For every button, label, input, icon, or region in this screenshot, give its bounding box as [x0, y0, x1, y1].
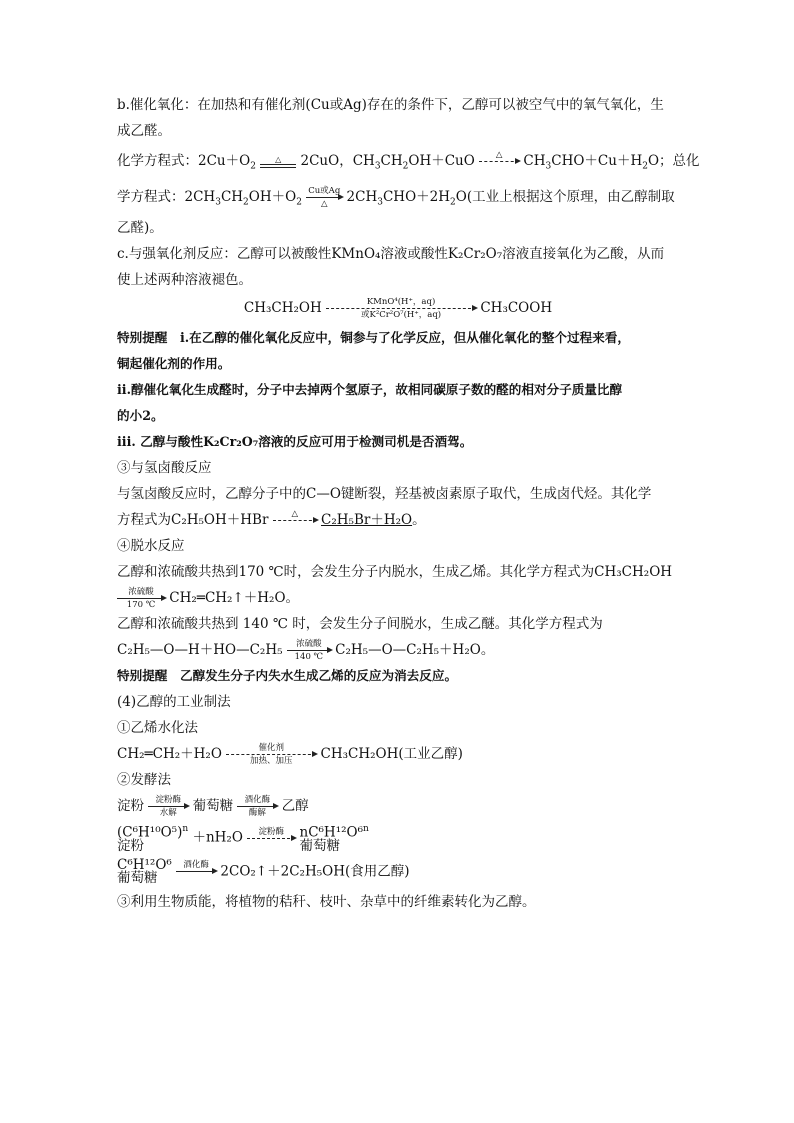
- method-2-title: ②发酵法: [117, 772, 171, 789]
- catalytic-oxidation-line1: b.催化氧化：在加热和有催化剂(Cu或Ag)存在的条件下，乙醇可以被空气中的氧气氧化，生: [117, 97, 664, 113]
- section-dehydration-title: ④脱水反应: [117, 538, 185, 555]
- catalytic-oxidation-line2: 成乙醛。: [117, 123, 171, 139]
- method-1-title: ①乙烯水化法: [117, 720, 198, 737]
- equals-heat-condition: △: [260, 155, 296, 168]
- tip-elimination: 特别提醒 乙醇发生分子内失水生成乙烯的反应为消去反应。: [117, 668, 458, 684]
- reaction-arrow: 酒化酶: [176, 860, 216, 883]
- reaction-arrow: KMnO⁴(H⁺，aq) 或K²Cr²O⁷(H⁺，aq): [326, 297, 476, 320]
- reaction-arrow: 淀粉酶: [247, 827, 295, 850]
- section-hydrohalic-title: ③与氢卤酸反应: [117, 460, 212, 477]
- section-hydrohalic-line1: 与氢卤酸反应时，乙醇分子中的C—O键断裂，羟基被卤素原子取代，生成卤代烃。其化学: [117, 486, 652, 503]
- reaction-arrow: 浓硫酸 170 ℃: [117, 587, 165, 610]
- section-dehydration-line2: 乙醇和浓硫酸共热到 140 ℃ 时，会发生分子间脱水，生成乙醚。其化学方程式为: [117, 616, 603, 633]
- equation-row-1: 化学方程式：$2Cu+O_2$ △ 2CuO，$CH_3CH_2OH+CuO$ △ $CH_3CHO+Cu+H_2O$；总化: [117, 150, 700, 172]
- reaction-arrow: △: [479, 150, 519, 173]
- section-industrial-title: (4)乙醇的工业制法: [117, 694, 231, 711]
- document-page: [117, 92, 700, 915]
- tip-line1: 特别提醒 i.在乙醇的催化氧化反应中，铜参与了化学反应，但从催化氧化的整个过程来看，: [117, 330, 630, 346]
- tip-line2: 铜起催化剂的作用。: [117, 356, 231, 372]
- equation-row-5: 浓硫酸 170 ℃ CH₂═CH₂↑＋H₂O。: [117, 585, 679, 611]
- section-dehydration-line1: 乙醇和浓硫酸共热到170 ℃时，会发生分子内脱水，生成乙烯。其化学方程式为CH₃CH₂OH: [117, 564, 673, 581]
- tip-line3: ii.醇催化氧化生成醛时，分子中去掉两个氢原子，故相同碳原子数的醛的相对分子质量比醇: [117, 382, 623, 398]
- method-3: ③利用生物质能，将植物的秸秆、枝叶、杂草中的纤维素转化为乙醇。: [117, 893, 536, 910]
- reaction-arrow: Cu或Ag △: [308, 185, 341, 209]
- equation-row-2-end: 乙醛)。: [117, 220, 163, 237]
- tip-line5: iii. 乙醇与酸性K₂Cr₂O₇溶液的反应可用于检测司机是否酒驾。: [117, 434, 473, 450]
- equation-row-6: C₂H₅—O—H＋HO—C₂H₅ 浓硫酸 140 ℃ C₂H₅—O—C₂H₅＋H₂O。: [117, 639, 495, 663]
- equation-row-2: 学方程式：$2CH_3CH_2OH+O_2$ Cu或Ag △ $2CH_3CHO+2H_2O$(工业上根据这个原理，由乙醇制取: [117, 185, 675, 209]
- reaction-arrow: 催化剂 加热、加压: [226, 743, 316, 766]
- tip-line4: 的小2。: [117, 408, 164, 424]
- strong-oxidant-line2: 使上述两种溶液褪色。: [117, 272, 252, 289]
- equation-row-7: CH₂═CH₂＋H₂O 催化剂 加热、加压 CH₃CH₂OH(工业乙醇): [117, 743, 463, 767]
- equation-row-4: 方程式为C₂H₅OH＋HBr △ C₂H₅Br＋H₂O。: [117, 507, 679, 533]
- fermentation-flow: 淀粉 淀粉酶 水解 葡萄糖 酒化酶 酶解 乙醇: [117, 795, 309, 819]
- reaction-arrow: 酒化酶 酶解: [237, 795, 277, 818]
- equation-row-3: CH₃CH₂OH KMnO⁴(H⁺，aq) 或K²Cr²O⁷(H⁺，aq) CH₃COOH: [243, 297, 553, 321]
- equation-row-8: $(C^6H^{10}O^5)^n$ 淀粉 ＋nH₂O 淀粉酶 nC⁶H¹²O⁶$^n$ 葡萄糖: [117, 824, 369, 854]
- strong-oxidant-line1: c.与强氧化剂反应：乙醇可以被酸性KMnO₄溶液或酸性K₂Cr₂O₇溶液直接氧化为乙酸，从而: [117, 246, 665, 263]
- equation-row-9: C⁶H¹²O⁶ 葡萄糖 酒化酶 2CO₂↑＋2C₂H₅OH(食用乙醇): [117, 856, 410, 886]
- reaction-arrow: △: [273, 509, 317, 532]
- reaction-arrow: 淀粉酶 水解: [148, 795, 188, 818]
- reaction-arrow: 浓硫酸 140 ℃: [287, 639, 331, 662]
